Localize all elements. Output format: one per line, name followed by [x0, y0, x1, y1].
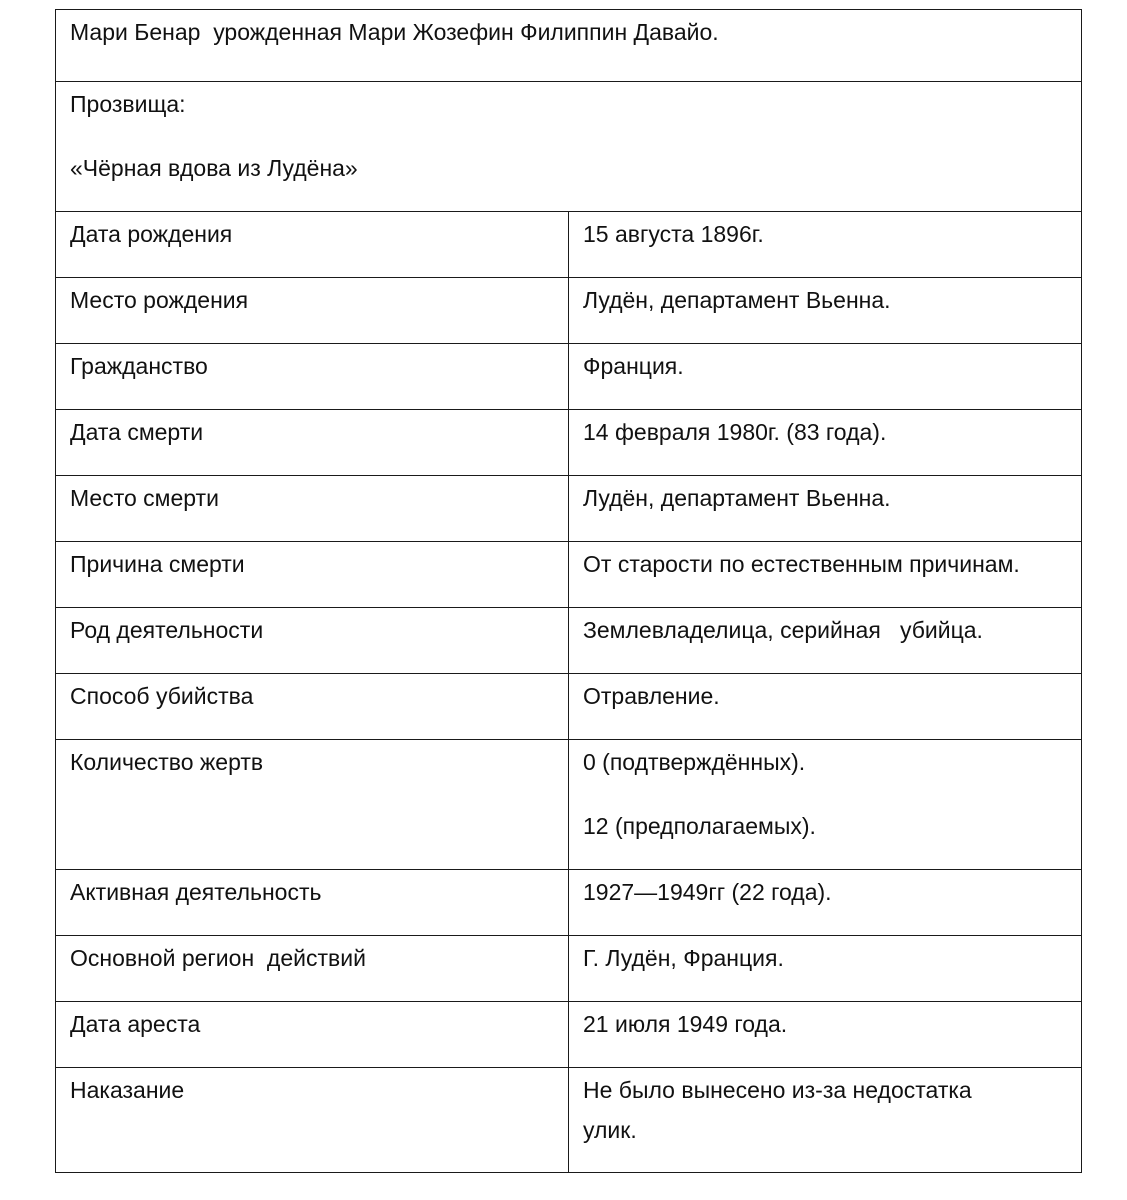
- value-cell: [569, 344, 1082, 410]
- table-row: [56, 674, 1082, 740]
- row-value-birth-place: Лудён, департамент Вьенна.: [583, 287, 891, 313]
- row-label-active-period: Активная деятельность: [70, 879, 322, 905]
- label-cell: [56, 936, 569, 1002]
- row-value-punishment: Не было вынесено из-за недостатка: [583, 1077, 972, 1103]
- row-value-method: Отравление.: [583, 683, 720, 709]
- table-row: [56, 344, 1082, 410]
- nicknames-label: Прозвища:: [70, 91, 186, 117]
- nicknames-cell: [56, 82, 1082, 212]
- value-cell: [569, 1068, 1082, 1173]
- value-cell: [569, 542, 1082, 608]
- value-cell: [569, 936, 1082, 1002]
- row-label-birth-date: Дата рождения: [70, 221, 233, 247]
- table-row: [56, 608, 1082, 674]
- label-cell: [56, 410, 569, 476]
- label-cell: [56, 870, 569, 936]
- full-name-text: Мари Бенар урожденная Мари Жозефин Филиппин Давайо.: [70, 19, 719, 45]
- value-cell: [569, 476, 1082, 542]
- table-row: [56, 1068, 1082, 1173]
- row-value-citizenship: Франция.: [583, 353, 684, 379]
- label-cell: [56, 278, 569, 344]
- row-label-region: Основной регион действий: [70, 945, 366, 971]
- table-row: [56, 278, 1082, 344]
- label-cell: [56, 476, 569, 542]
- row-value-region: Г. Лудён, Франция.: [583, 945, 784, 971]
- label-cell: [56, 1002, 569, 1068]
- table-row: [56, 1002, 1082, 1068]
- table-row: [56, 476, 1082, 542]
- row-value-victims-confirmed: 0 (подтверждённых).: [583, 749, 806, 775]
- value-cell: [569, 740, 1082, 870]
- row-label-method: Способ убийства: [70, 683, 254, 709]
- full-name-cell: [56, 10, 1082, 82]
- row-label-victims: Количество жертв: [70, 749, 264, 775]
- label-cell: [56, 212, 569, 278]
- row-label-arrest-date: Дата ареста: [70, 1011, 201, 1037]
- value-cell: [569, 608, 1082, 674]
- label-cell: [56, 1068, 569, 1173]
- value-cell: [569, 870, 1082, 936]
- row-value-death-cause: От старости по естественным причинам.: [583, 551, 1020, 577]
- table-row: [56, 410, 1082, 476]
- row-label-punishment: Наказание: [70, 1077, 185, 1103]
- label-cell: [56, 740, 569, 870]
- table-row: [56, 542, 1082, 608]
- row-value-death-date: 14 февраля 1980г. (83 года).: [583, 419, 887, 445]
- table-row: [56, 936, 1082, 1002]
- row-label-birth-place: Место рождения: [70, 287, 249, 313]
- nickname-text: «Чёрная вдова из Лудёна»: [70, 155, 358, 181]
- biography-table: [55, 9, 1082, 1173]
- row-value-punishment-continued: улик.: [583, 1117, 637, 1143]
- row-label-citizenship: Гражданство: [70, 353, 208, 379]
- value-cell: [569, 278, 1082, 344]
- row-value-occupation: Землевладелица, серийная убийца.: [583, 617, 983, 643]
- row-label-occupation: Род деятельности: [70, 617, 264, 643]
- row-value-death-place: Лудён, департамент Вьенна.: [583, 485, 891, 511]
- table-row-full-name: [56, 10, 1082, 82]
- label-cell: [56, 608, 569, 674]
- label-cell: [56, 674, 569, 740]
- row-label-death-date: Дата смерти: [70, 419, 204, 445]
- value-cell: [569, 1002, 1082, 1068]
- row-value-active-period: 1927—1949гг (22 года).: [583, 879, 832, 905]
- row-value-arrest-date: 21 июля 1949 года.: [583, 1011, 788, 1037]
- row-value-victims-suspected: 12 (предполагаемых).: [583, 813, 816, 839]
- table-row: [56, 870, 1082, 936]
- label-cell: [56, 344, 569, 410]
- document-sheet: [55, 9, 1082, 1173]
- value-cell: [569, 674, 1082, 740]
- value-cell: [569, 410, 1082, 476]
- value-cell: [569, 212, 1082, 278]
- row-label-death-cause: Причина смерти: [70, 551, 245, 577]
- row-label-death-place: Место смерти: [70, 485, 219, 511]
- row-value-birth-date: 15 августа 1896г.: [583, 221, 764, 247]
- table-row: [56, 212, 1082, 278]
- table-row: [56, 740, 1082, 870]
- table-row-nicknames: [56, 82, 1082, 212]
- label-cell: [56, 542, 569, 608]
